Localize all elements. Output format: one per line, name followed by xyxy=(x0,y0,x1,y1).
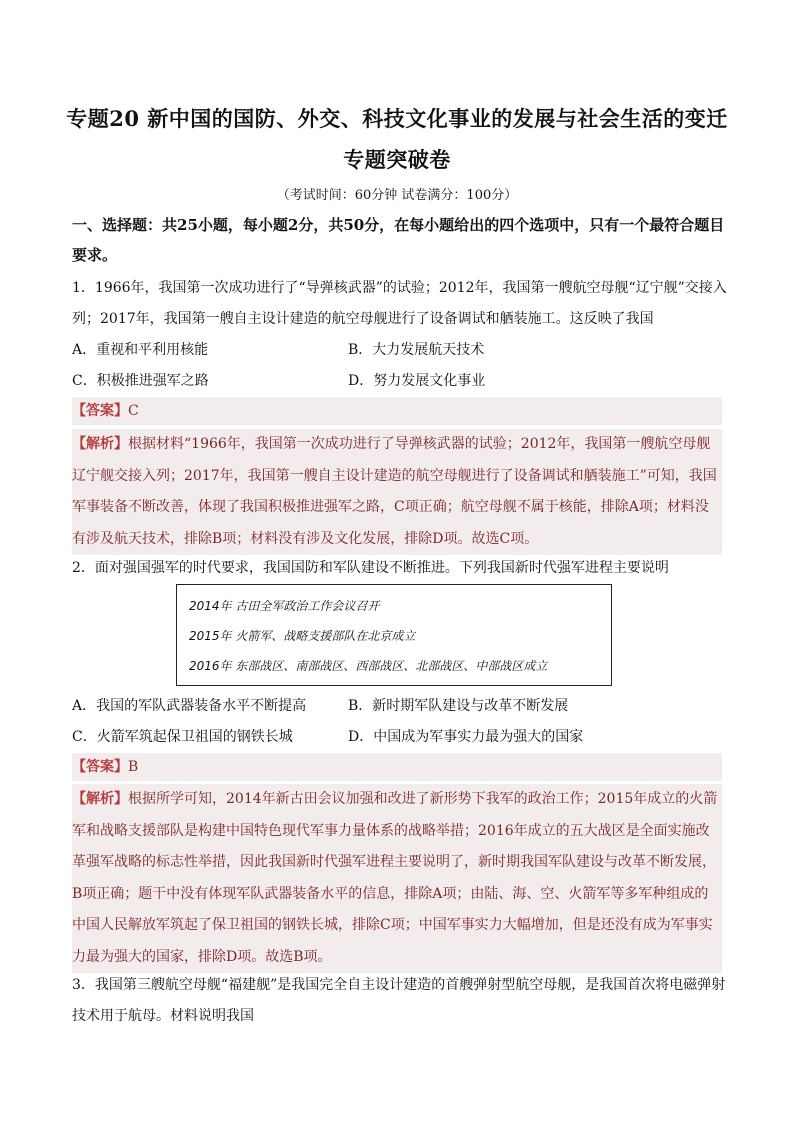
q2-analysis xyxy=(72,784,722,973)
q1-answer xyxy=(72,397,722,425)
answer-label: 【答案】 xyxy=(72,759,128,775)
q1-option-d: D．努力发展文化事业 xyxy=(348,373,486,389)
material-line: 2015年 火箭军、战略支援部队在北京成立 xyxy=(189,629,416,643)
analysis-text: 根据材料“1966年，我国第一次成功进行了导弹核武器的试验；2012年，我国第一艘航空母舰辽宁舰交接入列；2017年，我国第一艘自主设计建造的航空母舰进行了设备调试和舾装施工”可知，我国军事装备不断改善，体现了我国积极推进强军之路，C项正确；航空母舰不属于核能，排除A项；材料没有涉及航天技术，排除B项；材料没有涉及文化发展，排除D项。故选C项。 xyxy=(72,436,717,547)
answer-value: C xyxy=(128,403,139,419)
section-header: 一、选择题：共25小题，每小题2分，共50分，在每小题给出的四个选项中，只有一个最符合题目要求。 xyxy=(72,216,725,264)
material-line: 2014年 古田全军政治工作会议召开 xyxy=(189,599,380,613)
q1-analysis xyxy=(72,429,722,555)
q1-option-a: A．重视和平利用核能 xyxy=(72,342,209,358)
material-line: 2016年 东部战区、南部战区、西部战区、北部战区、中部战区成立 xyxy=(189,659,548,673)
question-3-stem: 3．我国第三艘航空母舰“福建舰”是我国完全自主设计建造的首艘弹射型航空母舰，是我国首次将电磁弹射技术用于航母。材料说明我国 xyxy=(72,977,726,1024)
q2-answer xyxy=(72,753,722,781)
q2-option-c: C．火箭军筑起保卫祖国的钢铁长城 xyxy=(72,729,293,745)
analysis-label: 【解析】 xyxy=(72,436,128,452)
q1-option-b: B．大力发展航天技术 xyxy=(348,342,485,358)
question-2-stem: 2．面对强国强军的时代要求，我国国防和军队建设不断推进。下列我国新时代强军进程主要说明 xyxy=(72,560,669,576)
q2-option-b: B．新时期军队建设与改革不断发展 xyxy=(348,698,569,714)
exam-info: （考试时间：60分钟 试卷满分：100分） xyxy=(276,188,518,203)
question-1-stem: 1．1966年，我国第一次成功进行了“导弹核武器”的试验；2012年，我国第一艘航空母舰“辽宁舰”交接入列；2017年，我国第一艘自主设计建造的航空母舰进行了设备调试和舾装施工。这反映了我国 xyxy=(72,280,727,327)
q2-option-a: A．我国的军队武器装备水平不断提高 xyxy=(72,698,307,714)
document-title: 专题20 新中国的国防、外交、科技文化事业的发展与社会生活的变迁 xyxy=(66,106,728,131)
answer-value: B xyxy=(128,759,139,775)
analysis-label: 【解析】 xyxy=(72,791,128,807)
q1-option-c: C．积极推进强军之路 xyxy=(72,373,209,389)
answer-label: 【答案】 xyxy=(72,403,128,419)
document-subtitle: 专题突破卷 xyxy=(343,147,451,172)
q2-option-d: D．中国成为军事实力最为强大的国家 xyxy=(348,729,584,745)
analysis-text: 根据所学可知，2014年新古田会议加强和改进了新形势下我军的政治工作；2015年成立的火箭军和战略支援部队是构建中国特色现代军事力量体系的战略举措；2016年成立的五大战区是全面实施改革强军战略的标志性举措，因此我国新时代强军进程主要说明了，新时期我国军队建设与改革不断发展，B项正确；题干中没有体现军队武器装备水平的信息，排除A项；由陆、海、空、火箭军等多军种组成的中国人民解放军筑起了保卫祖国的钢铁长城，排除C项；中国军事实力大幅增加，但是还没有成为军事实力最为强大的国家，排除D项。故选B项。 xyxy=(72,791,718,965)
q2-material-box xyxy=(176,584,612,686)
